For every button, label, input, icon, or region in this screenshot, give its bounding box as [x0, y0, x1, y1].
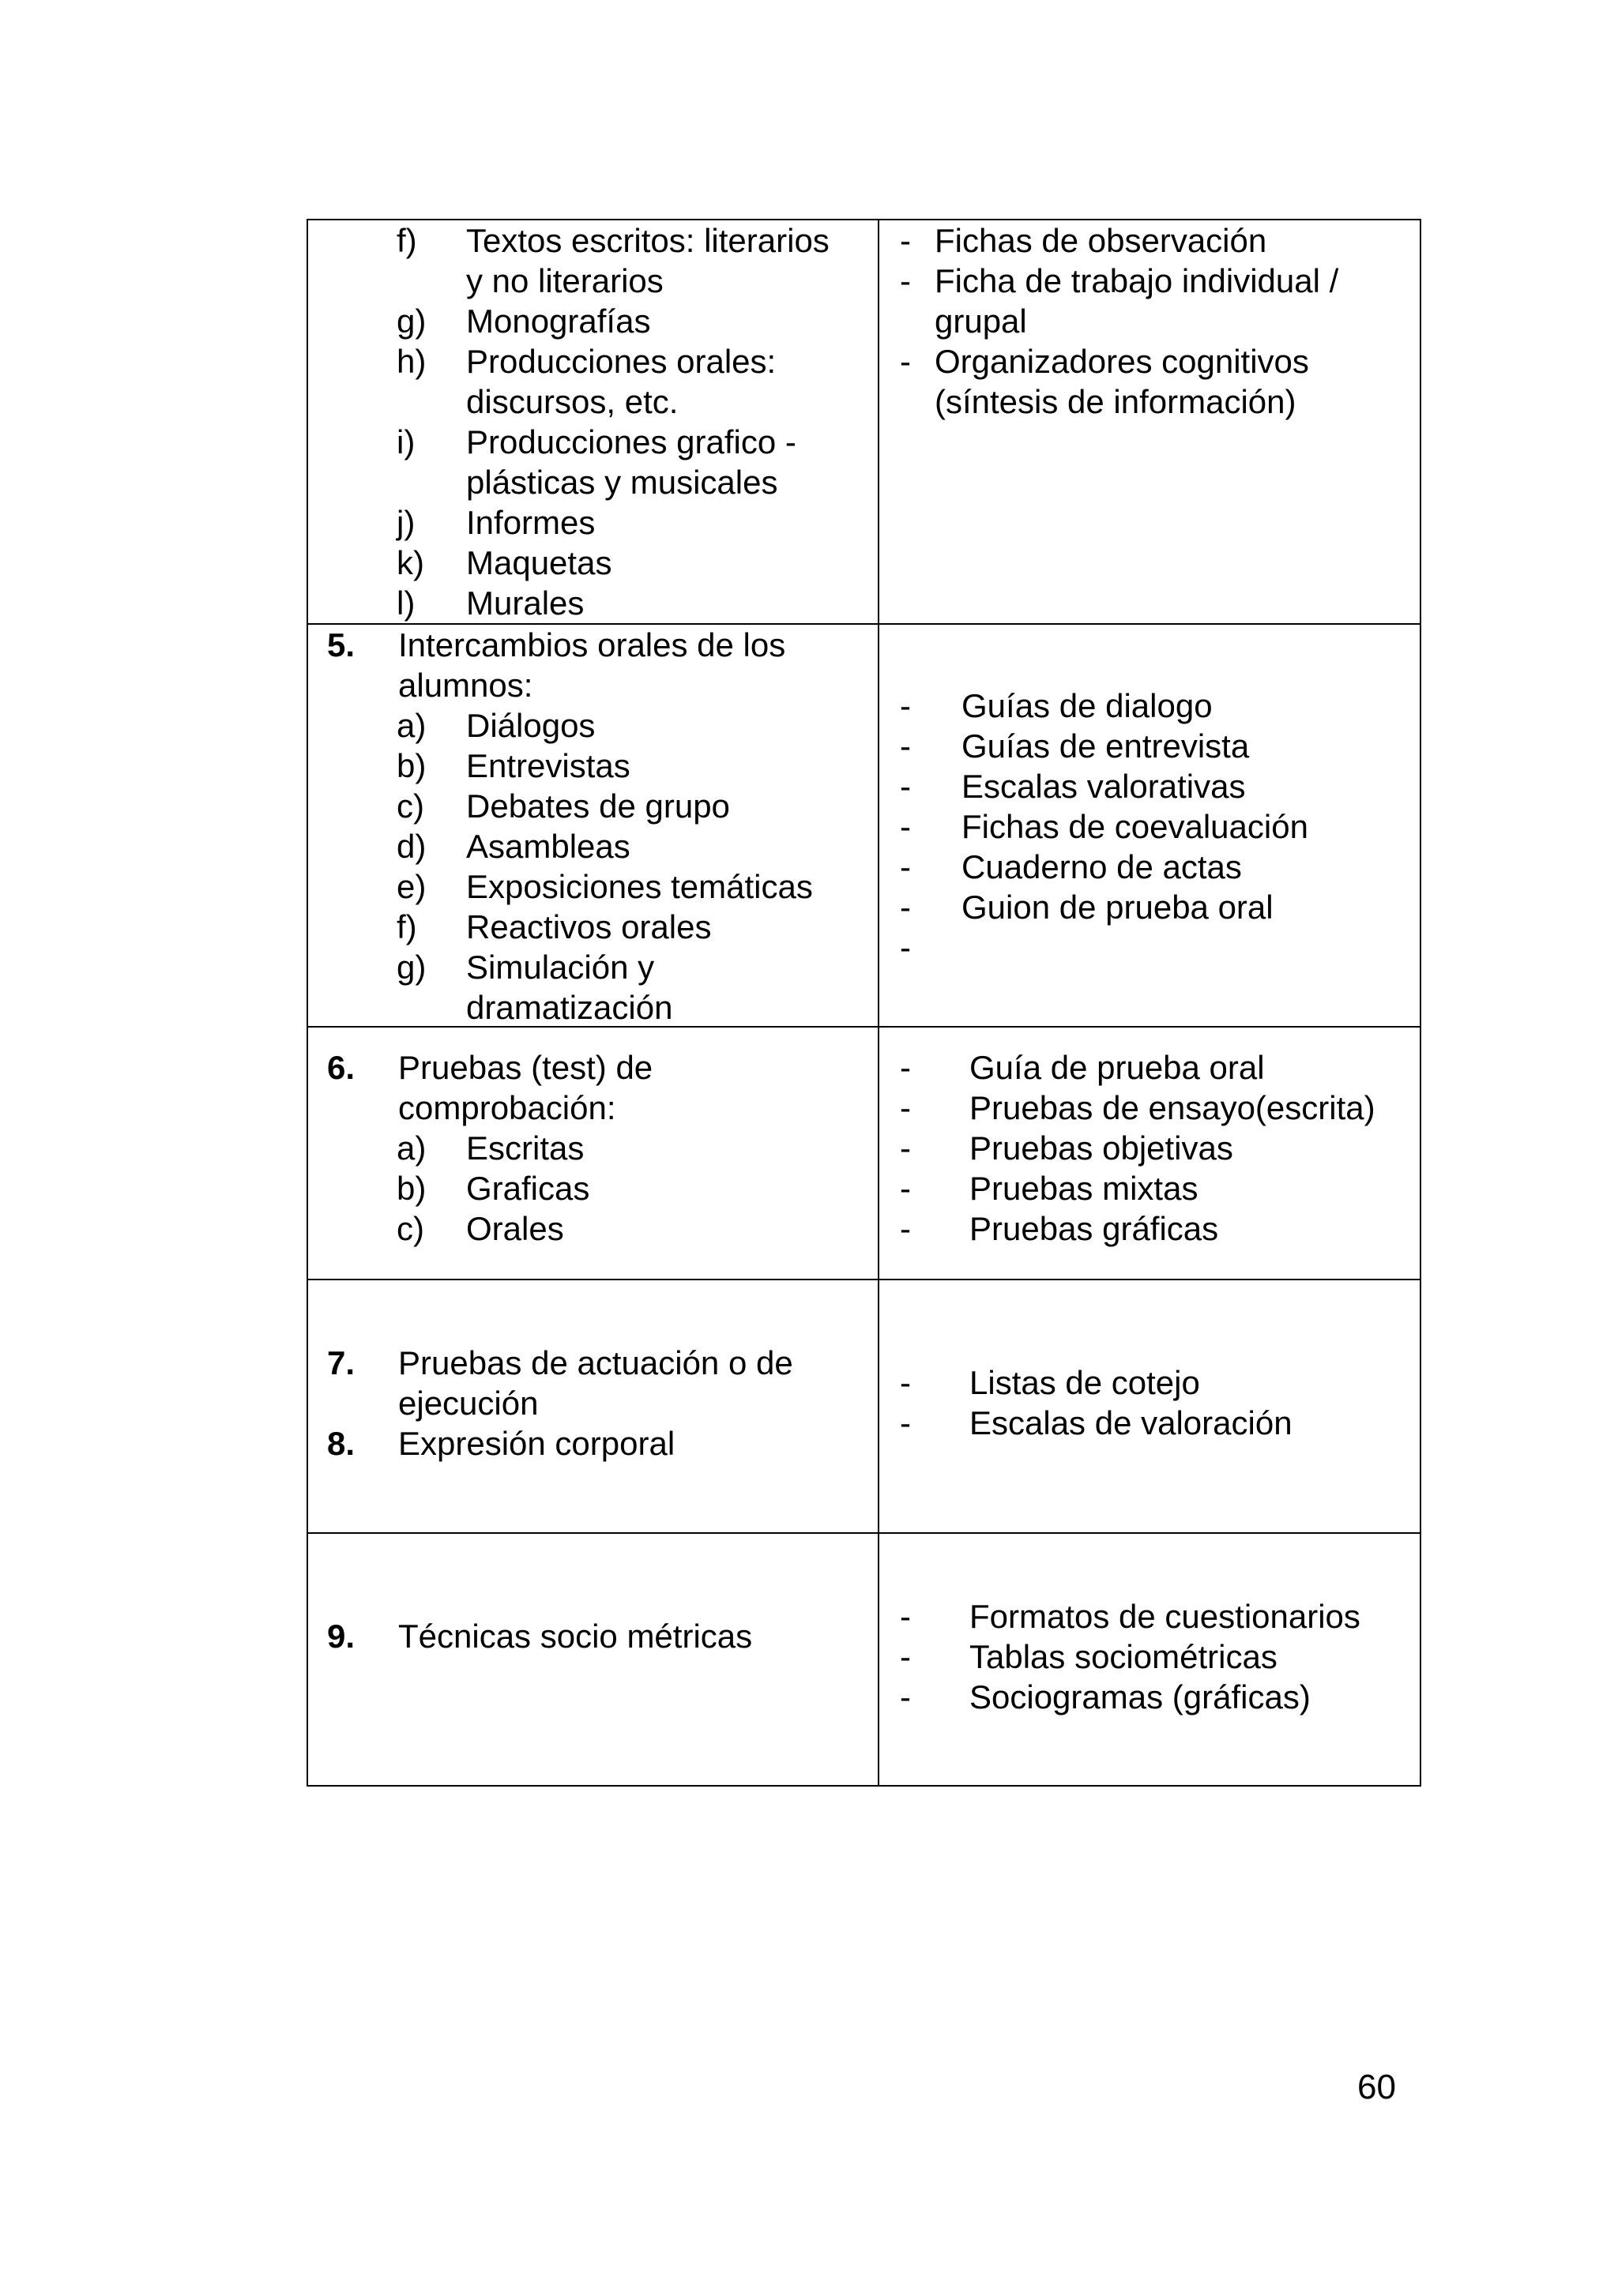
- list-marker: -: [900, 222, 911, 259]
- list-marker: [397, 987, 466, 1028]
- evaluation-table: [307, 219, 1421, 1787]
- item-number: 9.: [327, 1618, 356, 1655]
- list-item: Listas de cotejo: [969, 1364, 1200, 1401]
- list-item: Simulación y: [466, 949, 655, 986]
- list-marker: [397, 261, 466, 301]
- list-item: Organizadores cognitivos: [935, 343, 1309, 380]
- list-item: Formatos de cuestionarios: [969, 1598, 1360, 1635]
- list-marker: i): [397, 423, 416, 460]
- list-item: Exposiciones temáticas: [466, 868, 813, 905]
- list-marker: c): [397, 1210, 424, 1247]
- list-marker: [397, 381, 466, 422]
- list-marker: -: [900, 1638, 911, 1675]
- list-item: y no literarios: [466, 262, 664, 299]
- list-marker: -: [900, 1049, 911, 1086]
- list-marker: -: [900, 768, 911, 805]
- list-item: Pruebas objetivas: [969, 1129, 1233, 1167]
- list-marker: k): [397, 544, 424, 581]
- instrument-list: [900, 220, 1338, 422]
- list-item: Escritas: [466, 1129, 585, 1167]
- list-marker: -: [900, 1678, 911, 1715]
- numbered-heading: [327, 625, 785, 705]
- instruments-cell: [879, 1280, 1420, 1532]
- list-item: (síntesis de información): [935, 383, 1296, 420]
- list-item: Debates de grupo: [466, 787, 730, 825]
- instruments-cell: [879, 1028, 1420, 1279]
- item-heading: Expresión corporal: [398, 1425, 675, 1462]
- list-marker: -: [900, 343, 911, 380]
- list-item: Reactivos orales: [466, 908, 712, 945]
- list-marker: -: [900, 687, 911, 724]
- list-marker: -: [900, 1598, 911, 1635]
- techniques-cell: [308, 1028, 879, 1279]
- item-number: 6.: [327, 1049, 356, 1086]
- list-marker: -: [900, 1364, 911, 1401]
- list-item: Escalas valorativas: [961, 768, 1246, 805]
- list-marker: l): [397, 584, 416, 622]
- list-item: Graficas: [466, 1170, 590, 1207]
- list-marker: -: [900, 1170, 911, 1207]
- list-item: Entrevistas: [466, 747, 630, 784]
- list-item: Murales: [466, 584, 585, 622]
- list-marker: g): [397, 949, 427, 986]
- list-marker: a): [397, 1129, 427, 1167]
- table-row: [308, 1279, 1420, 1532]
- list-marker: [900, 301, 935, 341]
- list-item: Guía de prueba oral: [969, 1049, 1265, 1086]
- techniques-cell: [308, 1534, 879, 1785]
- list-item: discursos, etc.: [466, 383, 679, 420]
- item-heading: alumnos:: [398, 667, 533, 704]
- list-item: dramatización: [466, 989, 673, 1026]
- list-item: Guías de dialogo: [961, 687, 1213, 724]
- list-marker: -: [900, 262, 911, 299]
- list-item: Orales: [466, 1210, 564, 1247]
- table-row: [308, 220, 1420, 623]
- table-row: [308, 623, 1420, 1026]
- list-marker: -: [900, 727, 911, 765]
- list-item: Producciones grafico -: [466, 423, 796, 460]
- list-item: Escalas de valoración: [969, 1404, 1293, 1441]
- page-number: 60: [1357, 2068, 1396, 2106]
- list-marker: [397, 462, 466, 502]
- item-heading: Pruebas (test) de: [398, 1049, 653, 1086]
- list-item: Pruebas mixtas: [969, 1170, 1198, 1207]
- list-item: Monografías: [466, 303, 651, 340]
- list-item: Asambleas: [466, 828, 630, 865]
- list-item: plásticas y musicales: [466, 464, 778, 501]
- list-item: Sociogramas (gráficas): [969, 1678, 1311, 1715]
- list-marker: -: [900, 808, 911, 845]
- list-item: Guion de prueba oral: [961, 889, 1274, 926]
- list-item: Tablas sociométricas: [969, 1638, 1277, 1675]
- sub-list: [397, 220, 830, 623]
- list-marker: e): [397, 868, 427, 905]
- list-item: Informes: [466, 504, 596, 541]
- list-marker: [900, 381, 935, 422]
- list-marker: f): [397, 908, 417, 945]
- item-heading: ejecución: [398, 1385, 539, 1422]
- list-item: grupal: [935, 303, 1027, 340]
- list-marker: j): [397, 504, 416, 541]
- list-item: Textos escritos: literarios: [466, 222, 830, 259]
- list-item: Maquetas: [466, 544, 612, 581]
- item-heading: Técnicas socio métricas: [398, 1618, 753, 1655]
- techniques-cell: [308, 625, 879, 1026]
- list-marker: -: [900, 1129, 911, 1167]
- list-marker: f): [397, 222, 417, 259]
- list-marker: d): [397, 828, 427, 865]
- list-marker: -: [900, 889, 911, 926]
- list-item: Pruebas de ensayo(escrita): [969, 1089, 1375, 1126]
- item-number: 8.: [327, 1425, 356, 1462]
- list-marker: -: [900, 1404, 911, 1441]
- item-heading: Intercambios orales de los: [398, 626, 786, 663]
- instrument-list: [900, 1362, 1293, 1443]
- list-marker: b): [397, 747, 427, 784]
- instrument-list: [900, 1596, 1360, 1717]
- sub-list: [397, 705, 813, 1028]
- numbered-list: [327, 1343, 793, 1464]
- item-heading: comprobación:: [398, 1089, 616, 1126]
- list-marker: -: [900, 848, 911, 885]
- table-row: [308, 1026, 1420, 1279]
- instruments-cell: [879, 625, 1420, 1026]
- numbered-list: [327, 1616, 752, 1656]
- sub-list: [397, 1128, 589, 1249]
- list-item: Diálogos: [466, 707, 596, 744]
- list-item: Fichas de coevaluación: [961, 808, 1308, 845]
- item-number: 7.: [327, 1344, 356, 1381]
- list-marker: b): [397, 1170, 427, 1207]
- list-marker: a): [397, 707, 427, 744]
- instrument-list: [900, 686, 1308, 968]
- list-item: Producciones orales:: [466, 343, 777, 380]
- techniques-cell: [308, 1280, 879, 1532]
- instruments-cell: [879, 220, 1420, 623]
- instrument-list: [900, 1047, 1375, 1249]
- list-marker: c): [397, 787, 424, 825]
- list-marker: -: [900, 1089, 911, 1126]
- list-marker: -: [900, 929, 911, 966]
- instruments-cell: [879, 1534, 1420, 1785]
- list-item: Guías de entrevista: [961, 727, 1250, 765]
- item-number: 5.: [327, 626, 356, 663]
- numbered-heading: [327, 1047, 653, 1128]
- item-heading: Pruebas de actuación o de: [398, 1344, 793, 1381]
- list-marker: h): [397, 343, 427, 380]
- list-marker: g): [397, 303, 427, 340]
- techniques-cell: [308, 220, 879, 623]
- table-row: [308, 1532, 1420, 1785]
- list-item: Cuaderno de actas: [961, 848, 1242, 885]
- list-item: Ficha de trabajo individual /: [935, 262, 1339, 299]
- list-marker: -: [900, 1210, 911, 1247]
- list-item: Pruebas gráficas: [969, 1210, 1219, 1247]
- list-item: Fichas de observación: [935, 222, 1267, 259]
